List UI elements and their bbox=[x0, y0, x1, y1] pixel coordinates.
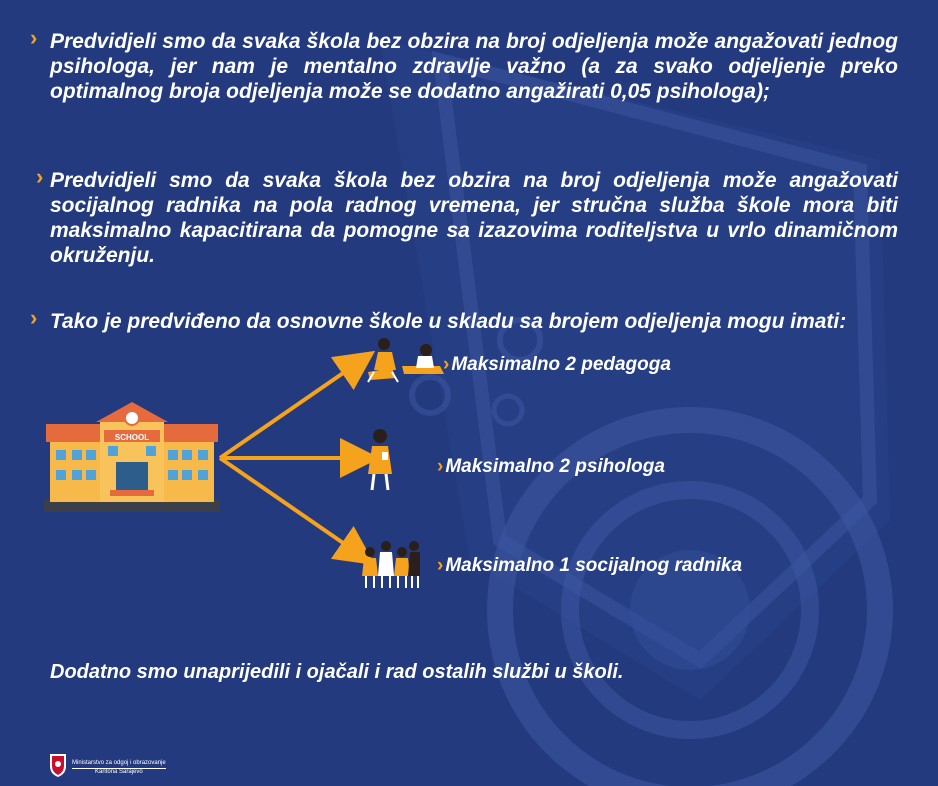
paragraph-schools-intro: Tako je predviđeno da osnovne škole u skladu sa brojem odjeljenja mogu imati: bbox=[50, 310, 847, 333]
pedagogues-icon bbox=[368, 338, 444, 382]
chevron-right-icon: › bbox=[437, 555, 444, 576]
ministry-crest-icon bbox=[48, 752, 68, 778]
arrow-to-social-workers bbox=[220, 458, 362, 556]
staff-label-social-workers: › Maksimalno 1 socijalnog radnika bbox=[437, 555, 743, 576]
ministry-name: Ministarstvo za odgoj i obrazovanje Kantona Sarajevo bbox=[72, 760, 166, 775]
social-worker-icon bbox=[362, 541, 420, 588]
school-sign: SCHOOL bbox=[114, 433, 150, 442]
paragraph-psychologist: Predvidjeli smo da svaka škola bez obzira na broj odjeljenja može angažovati jednog psihologa, jer nam je mentalno zdravlje važno (a za svako odjeljenje preko optimalnog broja odjeljenja može se dodatno angažirati 0,05 psihologa); bbox=[50, 30, 898, 103]
chevron-right-icon: › bbox=[437, 456, 444, 477]
school-icon bbox=[44, 402, 220, 512]
bullet-arrow-2: › bbox=[36, 164, 44, 189]
paragraph-social-worker: Predvidjeli smo da svaka škola bez obzira na broj odjeljenja može angažovati socijalnog radnika na pola radnog vremena, jer stručna služba škole mora biti maksimalno kapacitirana da pomogne sa izazovima roditeljstva u vrlo dinamičnom okruženju. bbox=[50, 169, 898, 267]
bullet-arrow-1: › bbox=[30, 25, 38, 50]
staff-label-psychologists: › Maksimalno 2 psihologa bbox=[437, 456, 665, 477]
bullet-arrow-3: › bbox=[30, 305, 38, 330]
arrow-to-pedagogues bbox=[220, 360, 362, 458]
psychologist-icon bbox=[368, 429, 392, 490]
staff-label-pedagogues: › Maksimalno 2 pedagoga bbox=[443, 354, 671, 375]
chevron-right-icon: › bbox=[443, 354, 450, 375]
closing-statement: Dodatno smo unaprijedili i ojačali i rad ostalih službi u školi. bbox=[50, 661, 624, 683]
